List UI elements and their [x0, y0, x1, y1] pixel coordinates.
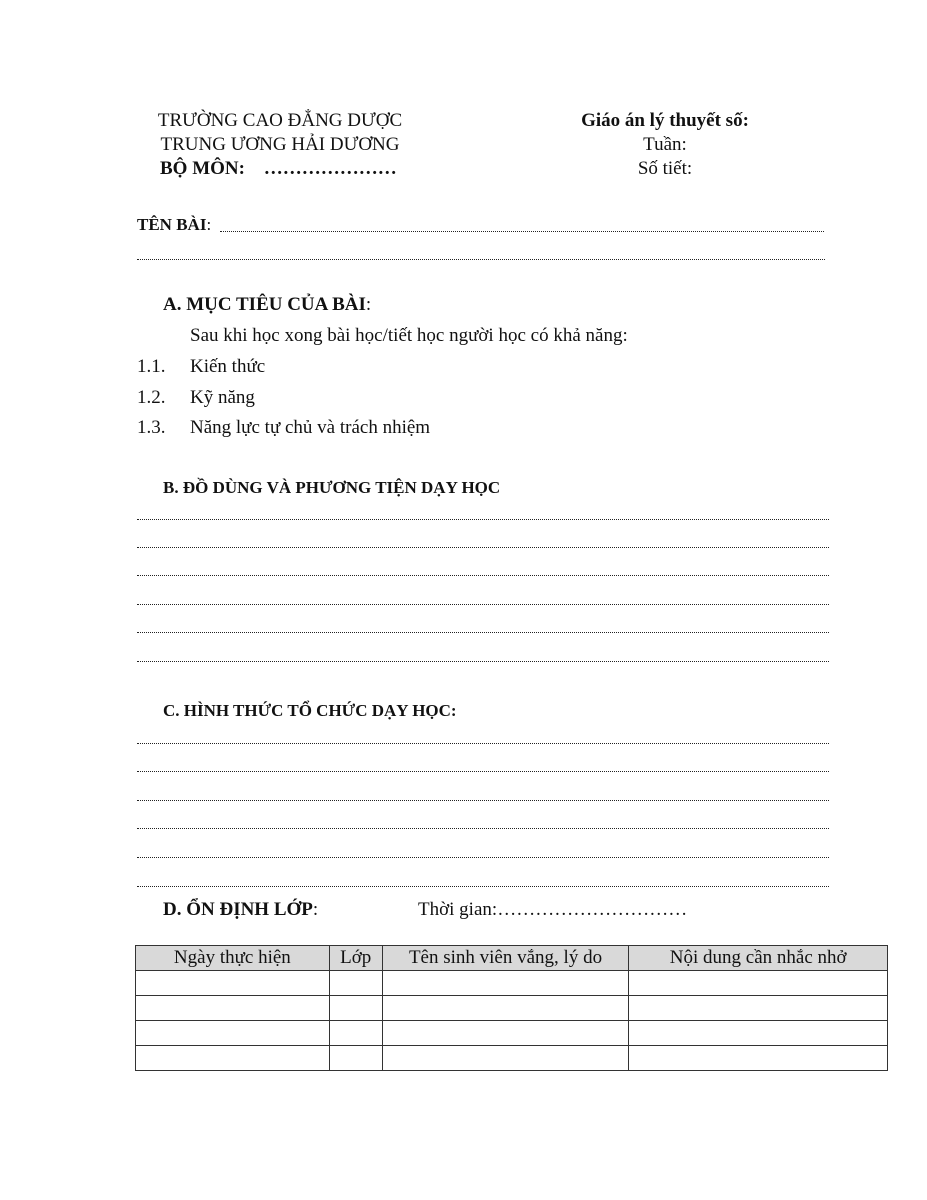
department-label: BỘ MÔN: — [160, 158, 245, 179]
section-c-heading: C. HÌNH THỨC TỔ CHỨC DẠY HỌC: — [163, 701, 457, 720]
time-line — [418, 899, 687, 921]
table-cell[interactable] — [136, 1021, 330, 1046]
lesson-plan-number: Giáo án lý thuyết số: — [581, 110, 749, 131]
section-b-dotline-1 — [137, 517, 829, 520]
table-cell[interactable] — [136, 1046, 330, 1071]
table-row — [136, 996, 888, 1021]
table-cell[interactable] — [329, 1046, 382, 1071]
header-reminders: Nội dung cần nhắc nhở — [629, 946, 888, 971]
lesson-title-colon: : — [206, 215, 212, 234]
objective-text-3: Năng lực tự chủ và trách nhiệm — [190, 417, 431, 438]
table-cell[interactable] — [329, 996, 382, 1021]
school-name-line2: TRUNG ƯƠNG HẢI DƯƠNG — [160, 134, 400, 155]
week-label: Tuần: — [643, 134, 687, 155]
table-cell[interactable] — [629, 1021, 888, 1046]
section-d-title: D. ỔN ĐỊNH LỚP — [163, 899, 313, 920]
table-cell[interactable] — [629, 1046, 888, 1071]
table-row — [136, 971, 888, 996]
section-d-colon: : — [312, 899, 319, 920]
department-value: ………………… — [263, 158, 397, 179]
table-cell[interactable] — [382, 1021, 629, 1046]
time-label: Thời gian: — [418, 899, 498, 920]
objective-text-1: Kiến thức — [190, 356, 266, 377]
section-c-dotline-6 — [137, 884, 829, 887]
department-line — [160, 158, 397, 180]
table-cell[interactable] — [382, 1046, 629, 1071]
section-b-dotline-4 — [137, 602, 829, 605]
section-b-dotline-3 — [137, 573, 829, 576]
section-c-dotline-4 — [137, 826, 829, 829]
section-d-heading — [163, 899, 318, 921]
table-cell[interactable] — [629, 996, 888, 1021]
section-b-heading: B. ĐỒ DÙNG VÀ PHƯƠNG TIỆN DẠY HỌC — [163, 478, 501, 497]
section-b-dotline-5 — [137, 630, 829, 633]
header-absent-students: Tên sinh viên vắng, lý do — [382, 946, 629, 971]
table-cell[interactable] — [382, 971, 629, 996]
section-a-intro: Sau khi học xong bài học/tiết học người học có khả năng: — [190, 325, 628, 346]
table-row — [136, 1046, 888, 1071]
section-a-title: A. MỤC TIÊU CỦA BÀI — [163, 294, 366, 315]
section-c-dotline-5 — [137, 855, 829, 858]
time-value: ………………………… — [497, 899, 688, 920]
table-header-row — [136, 946, 888, 971]
objective-num-1: 1.1. — [137, 356, 166, 377]
header-date: Ngày thực hiện — [136, 946, 330, 971]
lesson-title-dotline-2 — [137, 257, 825, 260]
objective-text-2: Kỹ năng — [190, 387, 255, 408]
table-cell[interactable] — [136, 971, 330, 996]
periods-label: Số tiết: — [637, 158, 693, 179]
section-c-dotline-2 — [137, 769, 829, 772]
header-class: Lớp — [329, 946, 382, 971]
table-cell[interactable] — [629, 971, 888, 996]
table-cell[interactable] — [329, 971, 382, 996]
table-cell[interactable] — [382, 996, 629, 1021]
section-a-colon: : — [365, 294, 372, 315]
attendance-table — [135, 945, 888, 1071]
objective-num-2: 1.2. — [137, 387, 166, 408]
lesson-title-label: TÊN BÀI — [137, 215, 207, 234]
section-c-dotline-1 — [137, 741, 829, 744]
table-cell[interactable] — [136, 996, 330, 1021]
section-a-heading — [163, 294, 371, 316]
section-c-dotline-3 — [137, 798, 829, 801]
lesson-title-dotline-1 — [220, 229, 824, 232]
objective-num-3: 1.3. — [137, 417, 166, 438]
table-cell[interactable] — [329, 1021, 382, 1046]
section-b-dotline-2 — [137, 545, 829, 548]
school-name-line1: TRƯỜNG CAO ĐẲNG DƯỢC — [157, 110, 403, 131]
lesson-title-line — [137, 215, 211, 235]
section-b-dotline-6 — [137, 659, 829, 662]
table-row — [136, 1021, 888, 1046]
